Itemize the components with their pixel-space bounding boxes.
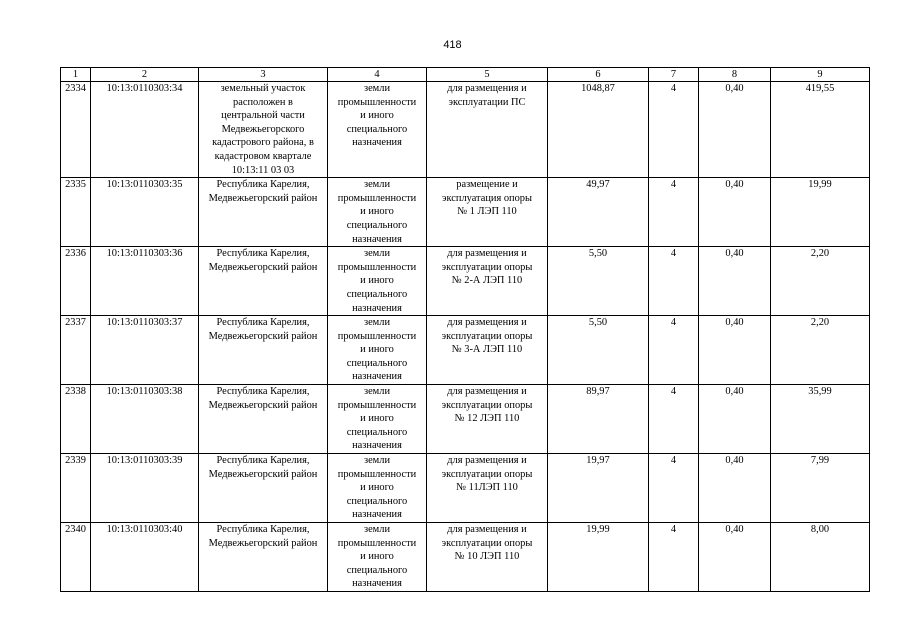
location-cell: Республика Карелия, Медвежьегорский район: [199, 385, 328, 454]
value-cell: 0,40: [699, 316, 771, 385]
header-cell: 8: [699, 68, 771, 82]
location-cell: Республика Карелия, Медвежьегорский район: [199, 454, 328, 523]
value-cell: 5,50: [548, 316, 649, 385]
header-cell: 7: [649, 68, 699, 82]
table-row: [61, 523, 870, 592]
land-category-cell: земли промышленности и иного специального назначения: [328, 385, 427, 454]
location-cell: Республика Карелия, Медвежьегорский район: [199, 178, 328, 247]
location-cell: земельный участок расположен в центральной части Медвежьегорского кадастрового района, в кадастровом квартале 10:13:11 03 03: [199, 82, 328, 178]
header-cell: 9: [771, 68, 870, 82]
header-cell: 1: [61, 68, 91, 82]
cadastral-number-cell: 10:13:0110303:34: [91, 82, 199, 178]
header-cell: 2: [91, 68, 199, 82]
location-cell: Республика Карелия, Медвежьегорский район: [199, 523, 328, 592]
value-cell: 4: [649, 454, 699, 523]
purpose-cell: для размещения и эксплуатации опоры № 11ЛЭП 110: [427, 454, 548, 523]
table-row: [61, 385, 870, 454]
value-cell: 419,55: [771, 82, 870, 178]
value-cell: 8,00: [771, 523, 870, 592]
value-cell: 5,50: [548, 247, 649, 316]
row-number-cell: 2340: [61, 523, 91, 592]
purpose-cell: для размещения и эксплуатации опоры № 2-А ЛЭП 110: [427, 247, 548, 316]
row-number-cell: 2335: [61, 178, 91, 247]
purpose-cell: для размещения и эксплуатации опоры № 3-А ЛЭП 110: [427, 316, 548, 385]
value-cell: 0,40: [699, 178, 771, 247]
value-cell: 4: [649, 316, 699, 385]
value-cell: 2,20: [771, 247, 870, 316]
page-number: 418: [443, 39, 462, 51]
value-cell: 2,20: [771, 316, 870, 385]
cadastral-number-cell: 10:13:0110303:37: [91, 316, 199, 385]
value-cell: 49,97: [548, 178, 649, 247]
row-number-cell: 2338: [61, 385, 91, 454]
land-category-cell: земли промышленности и иного специального назначения: [328, 247, 427, 316]
table-row: [61, 82, 870, 178]
row-number-cell: 2334: [61, 82, 91, 178]
purpose-cell: для размещения и эксплуатации опоры № 10 ЛЭП 110: [427, 523, 548, 592]
location-cell: Республика Карелия, Медвежьегорский район: [199, 247, 328, 316]
header-cell: 4: [328, 68, 427, 82]
value-cell: 0,40: [699, 454, 771, 523]
land-category-cell: земли промышленности и иного специального назначения: [328, 82, 427, 178]
cadastral-number-cell: 10:13:0110303:40: [91, 523, 199, 592]
row-number-cell: 2336: [61, 247, 91, 316]
land-registry-table: [60, 67, 870, 592]
value-cell: 4: [649, 82, 699, 178]
row-number-cell: 2339: [61, 454, 91, 523]
value-cell: 19,99: [771, 178, 870, 247]
cadastral-number-cell: 10:13:0110303:38: [91, 385, 199, 454]
value-cell: 35,99: [771, 385, 870, 454]
value-cell: 0,40: [699, 247, 771, 316]
land-category-cell: земли промышленности и иного специального назначения: [328, 316, 427, 385]
cadastral-number-cell: 10:13:0110303:39: [91, 454, 199, 523]
land-category-cell: земли промышленности и иного специального назначения: [328, 454, 427, 523]
row-number-cell: 2337: [61, 316, 91, 385]
purpose-cell: для размещения и эксплуатации опоры № 12 ЛЭП 110: [427, 385, 548, 454]
value-cell: 1048,87: [548, 82, 649, 178]
table-row: [61, 178, 870, 247]
table-row: [61, 316, 870, 385]
table-header-row: [61, 68, 870, 82]
value-cell: 7,99: [771, 454, 870, 523]
header-cell: 6: [548, 68, 649, 82]
value-cell: 4: [649, 178, 699, 247]
cadastral-number-cell: 10:13:0110303:35: [91, 178, 199, 247]
value-cell: 0,40: [699, 523, 771, 592]
cadastral-number-cell: 10:13:0110303:36: [91, 247, 199, 316]
value-cell: 19,97: [548, 454, 649, 523]
location-cell: Республика Карелия, Медвежьегорский район: [199, 316, 328, 385]
value-cell: 4: [649, 523, 699, 592]
header-cell: 5: [427, 68, 548, 82]
value-cell: 4: [649, 385, 699, 454]
value-cell: 4: [649, 247, 699, 316]
value-cell: 89,97: [548, 385, 649, 454]
table-row: [61, 247, 870, 316]
table-row: [61, 454, 870, 523]
value-cell: 0,40: [699, 82, 771, 178]
land-category-cell: земли промышленности и иного специального назначения: [328, 523, 427, 592]
value-cell: 19,99: [548, 523, 649, 592]
value-cell: 0,40: [699, 385, 771, 454]
purpose-cell: размещение и эксплуатация опоры № 1 ЛЭП 110: [427, 178, 548, 247]
land-category-cell: земли промышленности и иного специального назначения: [328, 178, 427, 247]
purpose-cell: для размещения и эксплуатации ПС: [427, 82, 548, 178]
header-cell: 3: [199, 68, 328, 82]
